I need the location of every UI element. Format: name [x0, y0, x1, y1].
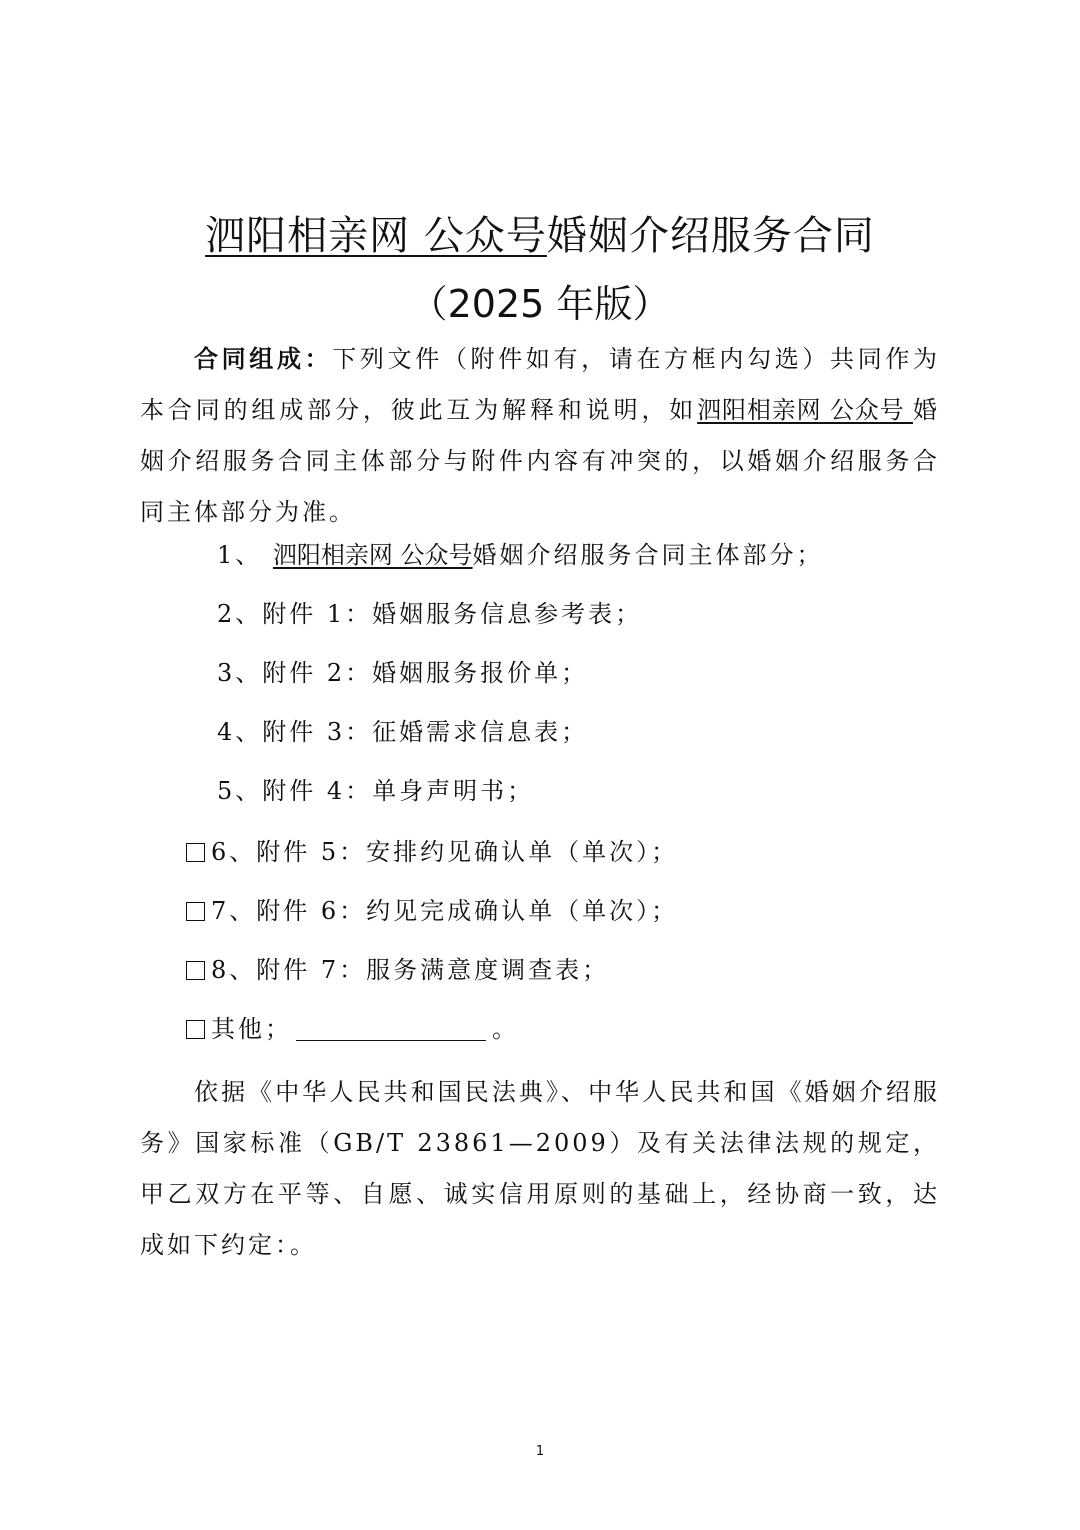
list-item-platform-name: 泗阳相亲网 公众号: [272, 541, 473, 569]
list-item-attachment-5: [186, 836, 678, 868]
page-number: 1: [535, 1444, 545, 1459]
list-item-text: 5、附件 4：单身声明书；: [217, 777, 535, 805]
attachment-7-checkbox[interactable]: [186, 961, 205, 980]
list-item-text: 4、附件 3：征婚需求信息表；: [217, 718, 589, 746]
attachment-5-checkbox[interactable]: [186, 843, 205, 862]
list-item-main-body: [217, 539, 824, 571]
list-item-attachment-4: [217, 775, 534, 807]
contract-title: [0, 208, 1080, 264]
list-item-attachment-7: [186, 954, 609, 986]
title-platform-name: 泗阳相亲网 公众号: [205, 213, 547, 259]
list-item-text: 其他；: [211, 1015, 292, 1043]
list-item-text: 2、附件 1：婚姻服务信息参考表；: [217, 600, 643, 628]
list-item-attachment-2: [217, 657, 588, 689]
list-item-text: 婚姻介绍服务合同主体部分；: [472, 541, 824, 569]
other-fill-in-blank[interactable]: [296, 1014, 486, 1041]
list-item-text: 8、附件 7：服务满意度调查表；: [211, 956, 610, 984]
composition-platform-name: 泗阳相亲网 公众号: [697, 396, 913, 424]
list-item-text: 6、附件 5：安排约见确认单（单次）；: [211, 838, 679, 866]
list-item-text: 7、附件 6：约见完成确认单（单次）；: [211, 897, 679, 925]
legal-basis-paragraph: 依据《中华人民共和国民法典》、中华人民共和国《婚姻介绍服务》国家标准（GB/T 23861—2009）及有关法律法规的规定，甲乙双方在平等、自愿、诚实信用原则的基础上，经协商一致，达成如下约定：。: [140, 1078, 940, 1259]
attachment-6-checkbox[interactable]: [186, 902, 205, 921]
list-item-number: 1、: [217, 541, 273, 569]
composition-text-after: 婚姻介绍服务合同主体部分与附件内容有冲突的，以婚姻介绍服务合同主体部分为准。: [140, 396, 940, 526]
composition-text-before: 下列文件（附件如有，请在方框内勾选）共同作为本合同的组成部分，彼此互为解释和说明，如: [140, 345, 941, 424]
contract-composition-paragraph: [140, 334, 940, 538]
list-item-other: [186, 1013, 519, 1045]
title-contract-name: 婚姻介绍服务合同: [546, 213, 875, 259]
list-item-text: 3、附件 2：婚姻服务报价单；: [217, 659, 589, 687]
list-item-suffix: 。: [492, 1015, 519, 1043]
contract-edition: （2025 年版）: [409, 282, 671, 326]
list-item-attachment-6: [186, 895, 678, 927]
other-checkbox[interactable]: [186, 1020, 205, 1039]
list-item-attachment-3: [217, 716, 588, 748]
list-item-attachment-1: [217, 598, 642, 630]
composition-heading: 合同组成：: [194, 345, 333, 373]
